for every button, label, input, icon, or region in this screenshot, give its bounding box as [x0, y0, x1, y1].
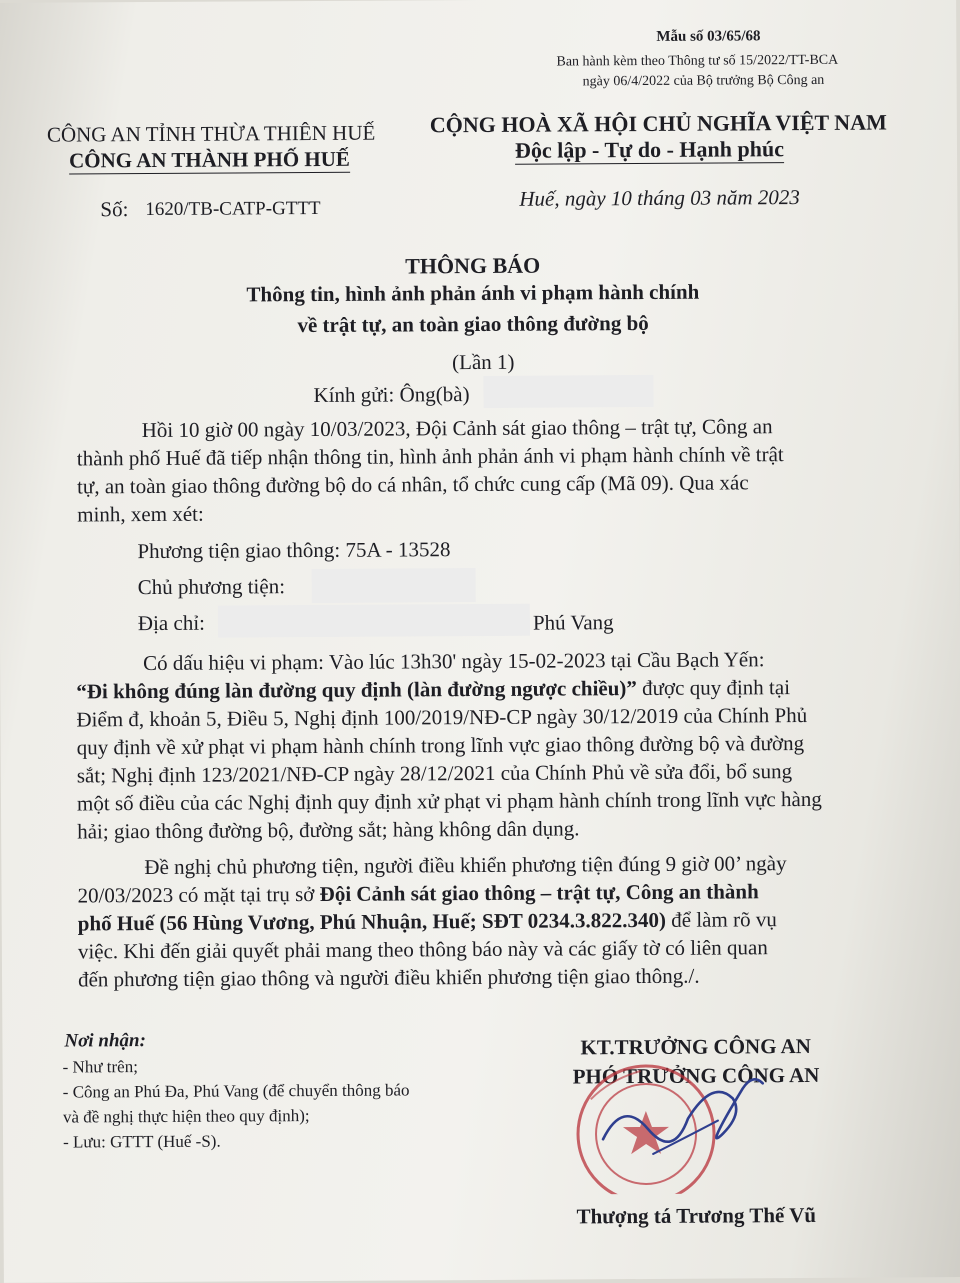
- signer-role-1: KT.TRƯỞNG CÔNG AN: [580, 1033, 811, 1060]
- violation-line-6: một số điều của các Nghị định quy định xử phạt vi phạm hành chính trong lĩnh vực hàng: [76, 786, 822, 816]
- document-title: THÔNG BÁO: [405, 252, 541, 279]
- signer-role-2: PHÓ TRƯỞNG CÔNG AN: [572, 1062, 820, 1089]
- document-subtitle-2: về trật tự, an toàn giao thông đường bộ: [297, 310, 649, 338]
- recipient-label: Kính gửi: Ông(bà): [313, 382, 470, 408]
- owner-label: Chủ phương tiện:: [137, 574, 286, 600]
- document-number: 1620/TB-CATP-GTTT: [145, 197, 321, 221]
- request-line-3-a: phố Huế (56 Hùng Vương, Phú Nhuận, Huế; SĐT 0234.3.822.340): [77, 907, 667, 936]
- recipients-title: Nơi nhận:: [64, 1030, 146, 1052]
- agency-name-text: CÔNG AN THÀNH PHỐ HUẾ: [68, 146, 350, 173]
- violation-line-2-rest: được quy định tại: [636, 675, 791, 701]
- recipients-item-4: - Lưu: GTTT (Huế -S).: [63, 1131, 221, 1152]
- request-line-3-b: để làm rõ vụ: [665, 907, 777, 932]
- address-redaction: [218, 604, 530, 638]
- request-line-2-a: 20/03/2023 có mặt tại trụ sở: [77, 881, 320, 908]
- intro-line-4: minh, xem xét:: [77, 501, 204, 527]
- request-line-1: Đề nghị chủ phương tiện, người điều khiển phương tiện đúng 9 giờ 00’ ngày: [144, 851, 787, 880]
- violation-quote: “Đi không đúng làn đường quy định (làn đường ngược chiều)”: [76, 676, 637, 704]
- request-line-3: [78, 907, 777, 936]
- vehicle-plate: Phương tiện giao thông: 75A - 13528: [137, 537, 451, 564]
- violation-line-5: sắt; Nghị định 123/2021/NĐ-CP ngày 28/12/2021 của Chính Phủ về sửa đổi, bổ sung: [76, 759, 793, 788]
- agency-parent: CÔNG AN TỈNH THỪA THIÊN HUẾ: [46, 120, 376, 147]
- violation-line-4: quy định về xử phạt vi phạm hành chính trong lĩnh vực giao thông đường bộ và đường: [76, 731, 805, 760]
- request-line-5: đến phương tiện giao thông và người điều khiển phương tiện giao thông./.: [77, 963, 700, 992]
- intro-line-1: Hồi 10 giờ 00 ngày 10/03/2023, Đội Cảnh sát giao thông – trật tự, Công an: [141, 414, 773, 443]
- form-issued-line-2: ngày 06/4/2022 của Bộ trưởng Bộ Công an: [582, 72, 825, 90]
- motto: [515, 136, 784, 164]
- request-line-2: [77, 879, 758, 908]
- request-line-2-b: Đội Cảnh sát giao thông – trật tự, Công an thành: [319, 879, 759, 906]
- recipients-item-2: - Công an Phú Đa, Phú Vang (để chuyển thông báo: [62, 1080, 410, 1102]
- document-subtitle-1: Thông tin, hình ảnh phản ánh vi phạm hành chính: [246, 279, 700, 307]
- signature-scribble: [593, 1058, 774, 1179]
- intro-line-3: tự, an toàn giao thông đường bộ do cá nhân, tổ chức cung cấp (Mã 09). Qua xác: [76, 470, 749, 499]
- notice-round: (Lần 1): [452, 349, 515, 375]
- form-issued-line-1: Ban hành kèm theo Thông tư số 15/2022/TT-BCA: [556, 52, 839, 70]
- violation-line-3: Điểm đ, khoản 5, Điều 5, Nghị định 100/2019/NĐ-CP ngày 30/12/2019 của Chính Phủ: [76, 703, 808, 732]
- recipients-item-1: - Như trên;: [62, 1057, 138, 1077]
- document-number-label: Số:: [100, 197, 129, 222]
- request-line-4: việc. Khi đến giải quyết phải mang theo thông báo này và các giấy tờ có liên quan: [77, 935, 768, 964]
- recipients-item-3: và đề nghị thực hiện theo quy định);: [62, 1106, 310, 1127]
- address-label: Địa chỉ:: [137, 610, 206, 636]
- violation-line-2: [76, 675, 790, 704]
- motto-text: Độc lập - Tự do - Hạnh phúc: [514, 136, 785, 163]
- form-number: Mẫu số 03/65/68: [656, 28, 761, 45]
- signer-name: Thượng tá Trương Thế Vũ: [576, 1202, 817, 1229]
- violation-line-7: hải; giao thông đường bộ, đường sắt; hàng không dân dụng.: [77, 816, 580, 844]
- owner-redaction: [312, 568, 476, 603]
- address-district: Phú Vang: [532, 610, 614, 635]
- agency-name: [69, 147, 350, 174]
- country-name: CỘNG HOÀ XÃ HỘI CHỦ NGHĨA VIỆT NAM: [429, 109, 887, 138]
- place-date: Huế, ngày 10 tháng 03 năm 2023: [519, 185, 800, 211]
- recipient-redaction: [483, 375, 653, 408]
- intro-line-2: thành phố Huế đã tiếp nhận thông tin, hình ảnh phản ánh vi phạm hành chính về trật: [76, 442, 784, 471]
- violation-line-1: Có dấu hiệu vi phạm: Vào lúc 13h30' ngày 15-02-2023 tại Cầu Bạch Yến:: [143, 647, 765, 676]
